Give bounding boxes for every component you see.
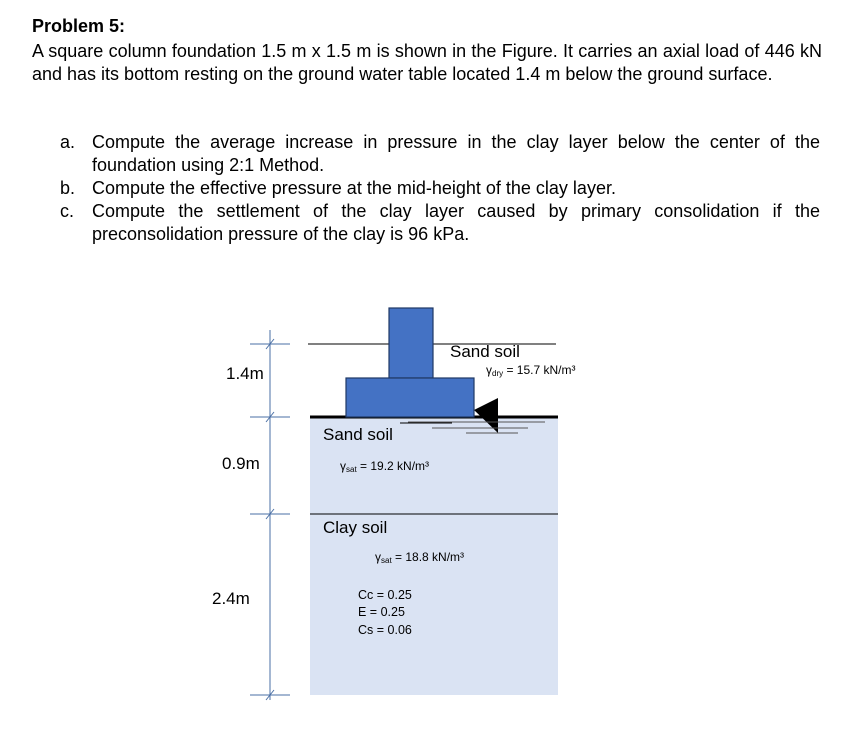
dimension-label-0-9m: 0.9m (222, 454, 260, 473)
question-text: Compute the settlement of the clay layer caused by primary consolidation if the preconsolidation pressure of the clay is 96 kPa. (92, 201, 820, 244)
clay-property-cs: Cs = 0.06 (358, 623, 412, 637)
column-stem (389, 308, 433, 378)
clay-layer-label: Clay soil (323, 518, 388, 537)
sand-unit-weight: γsat = 19.2 kN/m³ (340, 459, 430, 474)
question-text: Compute the effective pressure at the mid-height of the clay layer. (92, 178, 616, 198)
top-sand-unit-weight: γdry = 15.7 kN/m³ (486, 363, 576, 378)
footing (346, 378, 474, 417)
question-text: Compute the average increase in pressure in the clay layer below the center of the foundation using 2:1 Method. (92, 132, 820, 175)
clay-unit-weight: γsat = 18.8 kN/m³ (375, 550, 465, 565)
question-marker: b. (60, 178, 76, 198)
problem-statement: A square column foundation 1.5 m x 1.5 m is shown in the Figure. It carries an axial load of 446 kN and has its bottom resting on the ground water table located 1.4 m below the ground surface. (32, 41, 822, 84)
clay-property-cc: Cc = 0.25 (358, 588, 412, 602)
clay-property-e: E = 0.25 (358, 605, 405, 619)
question-marker: a. (60, 132, 76, 152)
top-sand-label: Sand soil (450, 342, 520, 361)
problem-title: Problem 5: (32, 16, 126, 36)
dimension-label-2-4m: 2.4m (212, 589, 250, 608)
question-marker: c. (60, 201, 75, 221)
dimension-label-1-4m: 1.4m (226, 364, 264, 383)
sand-layer-label: Sand soil (323, 425, 393, 444)
